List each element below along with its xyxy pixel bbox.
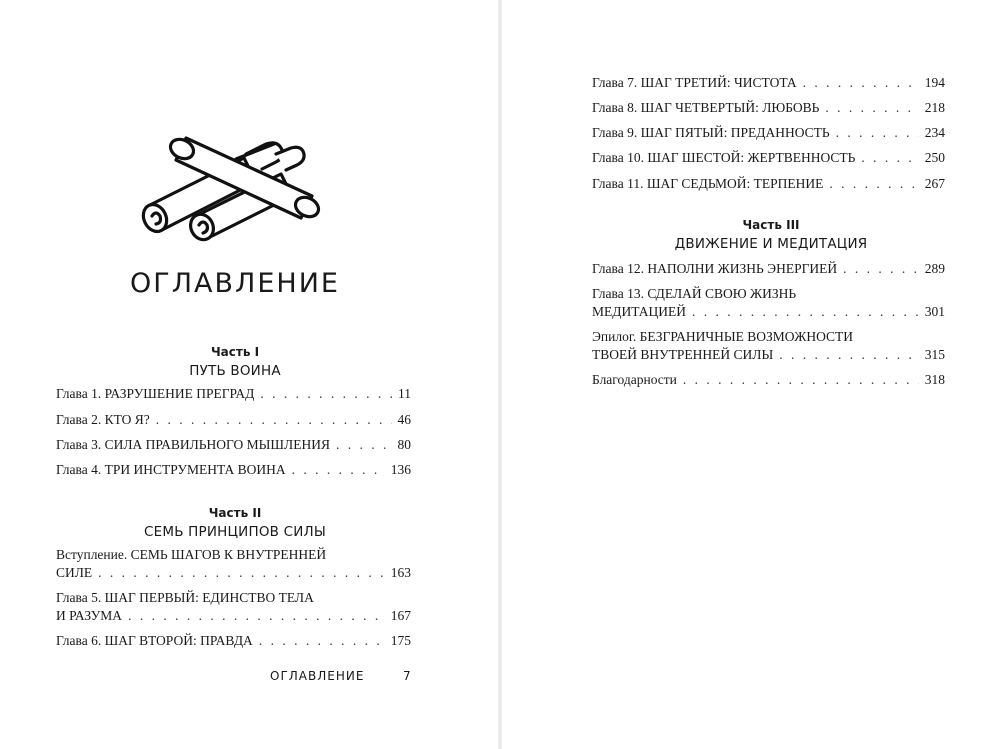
toc-entry[interactable]: Глава 1. РАЗРУШЕНИЕ ПРЕГРАД . . . 11 [56,385,411,403]
page-title: ОГЛАВЛЕНИЕ [130,268,340,299]
part-number: Часть I [210,345,260,359]
toc-entry[interactable]: Глава 3. СИЛА ПРАВИЛЬНОГО МЫШЛЕНИЯ . . . 80 [56,436,411,454]
toc-entry[interactable]: Глава 8. ШАГ ЧЕТВЕРТЫЙ: ЛЮБОВЬ . . . 218 [592,99,945,117]
part-2-header [0,505,470,540]
toc-entry[interactable]: Глава 9. ШАГ ПЯТЫЙ: ПРЕДАННОСТЬ . . . 234 [592,124,945,142]
left-page [0,0,499,749]
toc-entry[interactable]: Глава 5. ШАГ ПЕРВЫЙ: ЕДИНСТВО ТЕЛА И РАЗУМА . . . 167 [56,589,411,625]
toc-entry[interactable]: Эпилог. БЕЗГРАНИЧНЫЕ ВОЗМОЖНОСТИ ТВОЕЙ ВНУТРЕННЕЙ СИЛЫ . . . 315 [592,328,945,364]
toc-entry[interactable]: Глава 12. НАПОЛНИ ЖИЗНЬ ЭНЕРГИЕЙ . . . 289 [592,260,945,278]
toc-entry[interactable]: Глава 4. ТРИ ИНСТРУМЕНТА ВОИНА . . . 136 [56,461,411,479]
toc-entry[interactable]: Глава 13. СДЕЛАЙ СВОЮ ЖИЗНЬ МЕДИТАЦИЕЙ . . . 301 [592,285,945,321]
part-number: Часть III [742,218,800,232]
part-number: Часть II [208,506,262,520]
part-title: ПУТЬ ВОИНА [189,363,281,379]
part-1-header [0,344,470,379]
crossed-sticks-icon [126,124,332,244]
part-3-header [561,217,981,252]
part-title: ДВИЖЕНИЕ И МЕДИТАЦИЯ [674,236,868,252]
toc-entry[interactable]: Благодарности . . . 318 [592,371,945,389]
toc-entry[interactable]: Глава 10. ШАГ ШЕСТОЙ: ЖЕРТВЕННОСТЬ . . . 250 [592,149,945,167]
toc-entry[interactable]: Глава 6. ШАГ ВТОРОЙ: ПРАВДА . . . 175 [56,632,411,650]
toc-entry[interactable]: Вступление. СЕМЬ ШАГОВ К ВНУТРЕННЕЙ СИЛЕ . . . 163 [56,546,411,582]
toc-entry[interactable]: Глава 11. ШАГ СЕДЬМОЙ: ТЕРПЕНИЕ . . . 267 [592,175,945,193]
part-title: СЕМЬ ПРИНЦИПОВ СИЛЫ [144,524,326,540]
running-title: ОГЛАВЛЕНИЕ [270,669,365,683]
page-number: 7 [403,669,412,683]
toc-entry[interactable]: Глава 7. ШАГ ТРЕТИЙ: ЧИСТОТА . . . 194 [592,74,945,92]
right-page [501,0,1000,749]
toc-entry[interactable]: Глава 2. КТО Я? . . . 46 [56,411,411,429]
